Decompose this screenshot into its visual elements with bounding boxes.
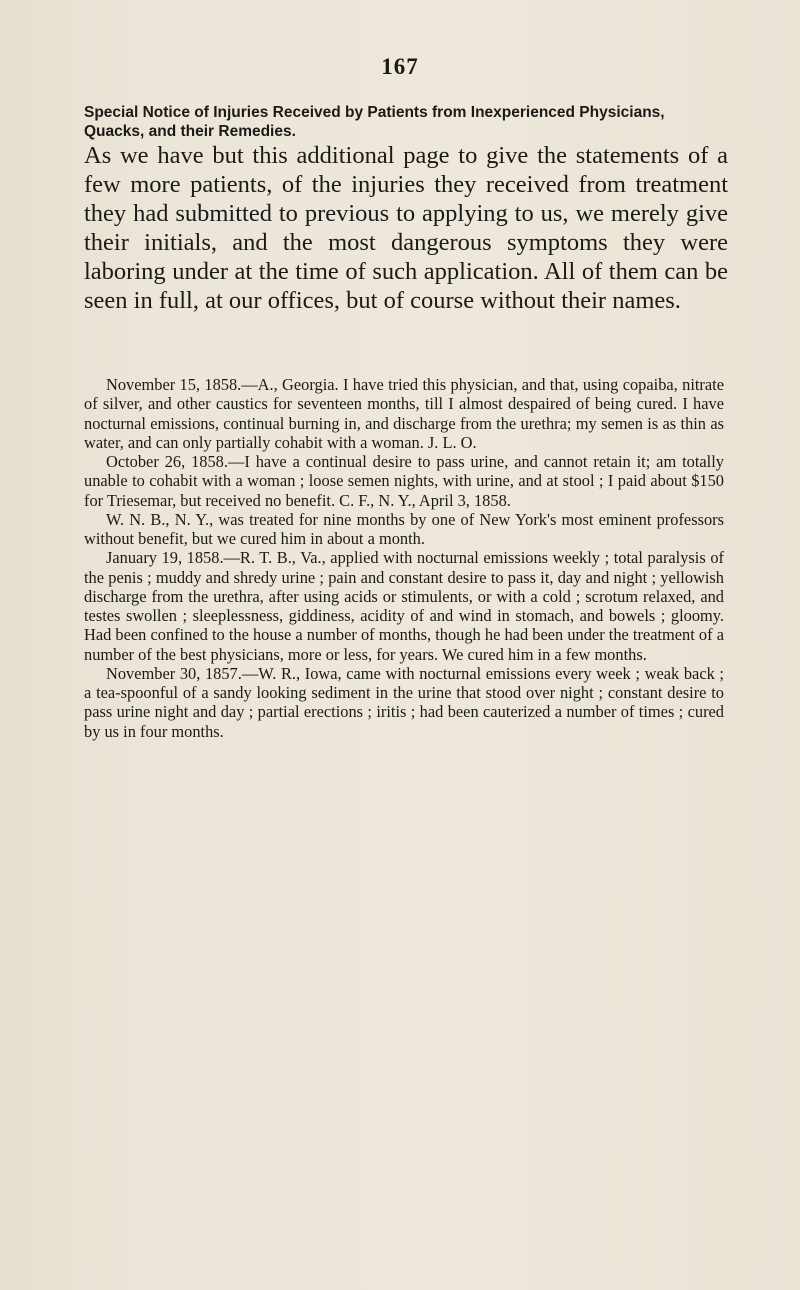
notice-title: Special Notice of Injuries Received by Patients from Inexperienced Physicians, Quacks, and their Remedies. — [84, 104, 665, 140]
testimonial-paragraph: November 15, 1858.—A., Georgia. I have tried this physician, and that, using copaiba, nitrate of silver, and other caustics for seventeen months, till I almost despaired of being cured. I have nocturnal emissions, continual burning in, and discharge from the urethra; my semen is as thin as water, and can only partially cohabit with a woman. J. L. O. — [84, 375, 724, 452]
page-number: 167 — [381, 54, 419, 79]
intro-paragraph: As we have but this additional page to give the statements of a few more patients, of the injuries they received from treatment they had submitted to previous to applying to us, we merely give their initials, and the most dangerous symptoms they were laboring under at the time of such application. All of them can be seen in full, at our offices, but of course without their names. — [84, 142, 728, 314]
testimonial-paragraph: October 26, 1858.—I have a continual desire to pass urine, and cannot retain it; am totally unable to cohabit with a woman ; loose semen nights, with urine, and at stool ; I paid about $150 for Triesemar, but received no benefit. C. F., N. Y., April 3, 1858. — [84, 452, 724, 510]
testimonial-paragraph: January 19, 1858.—R. T. B., Va., applied with nocturnal emissions weekly ; total paralysis of the penis ; muddy and shredy urine ; pain and constant desire to pass it, day and night ; yellowish discharge from the urethra, after using acids or stimulents, or with a cold ; scrotum relaxed, and testes swollen ; sleeplessness, giddiness, acidity of and wind in stomach, and bowels ; gloomy. Had been confined to the house a number of months, though he had been under the treatment of a number of the best physicians, more or less, for years. We cured him in a few months. — [84, 548, 724, 664]
testimonial-paragraph: November 30, 1857.—W. R., Iowa, came with nocturnal emissions every week ; weak back ; a tea-spoonful of a sandy looking sediment in the urine that stood over night ; constant desire to pass urine night and day ; partial erections ; iritis ; had been cauterized a number of times ; cured by us in four months. — [84, 663, 724, 741]
testimonials — [84, 375, 724, 741]
testimonial-paragraph: W. N. B., N. Y., was treated for nine months by one of New York's most eminent professors without benefit, but we cured him in about a month. — [84, 509, 724, 548]
